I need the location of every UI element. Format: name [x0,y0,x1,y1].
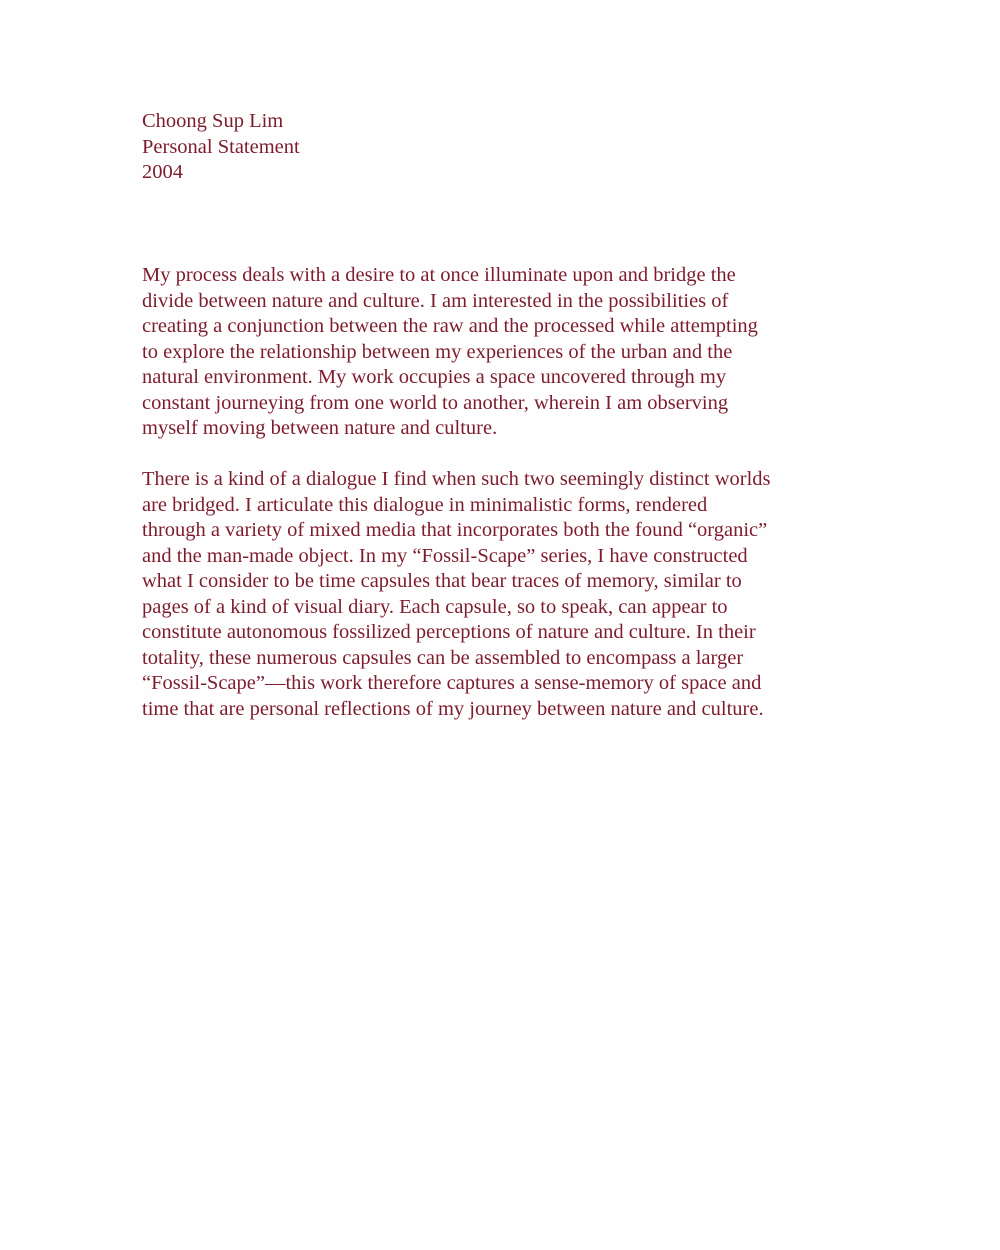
paragraph-line: constant journeying from one world to another, wherein I am observing [142,391,729,414]
paragraph-line: pages of a kind of visual diary. Each capsule, so to speak, can appear to [142,595,728,618]
paragraph-line: creating a conjunction between the raw and the processed while attempting [142,315,758,337]
paragraph-line: time that are personal reflections of my journey between nature and culture. [142,697,764,720]
paragraph-line: totality, these numerous capsules can be assembled to encompass a larger [142,646,744,669]
paragraph-2 [142,467,872,722]
paragraph-line: “Fossil-Scape”—this work therefore captures a sense-memory of space and [142,672,762,694]
paragraph-line: My process deals with a desire to at once illuminate upon and bridge the [142,264,736,286]
paragraph-line: There is a kind of a dialogue I find when such two seemingly distinct worlds [142,468,771,490]
paragraph-line: and the man-made object. In my “Fossil-Scape” series, I have constructed [142,544,748,567]
paragraph-1 [142,263,872,442]
paragraph-line: divide between nature and culture. I am interested in the possibilities of [142,289,729,312]
paragraph-line: myself moving between nature and culture. [142,417,498,439]
paragraph-line: what I consider to be time capsules that bear traces of memory, similar to [142,570,742,592]
paragraph-line: to explore the relationship between my experiences of the urban and the [142,340,733,363]
author-name: Choong Sup Lim [142,110,284,132]
statement-document [142,109,872,720]
document-year: 2004 [142,161,183,183]
paragraph-line: constitute autonomous fossilized perceptions of nature and culture. In their [142,621,756,643]
paragraph-line: are bridged. I articulate this dialogue in minimalistic forms, rendered [142,493,708,516]
paragraph-line: through a variety of mixed media that incorporates both the found “organic” [142,519,768,541]
document-header [142,109,872,186]
paragraph-line: natural environment. My work occupies a space uncovered through my [142,366,727,388]
document-title: Personal Statement [142,135,300,158]
